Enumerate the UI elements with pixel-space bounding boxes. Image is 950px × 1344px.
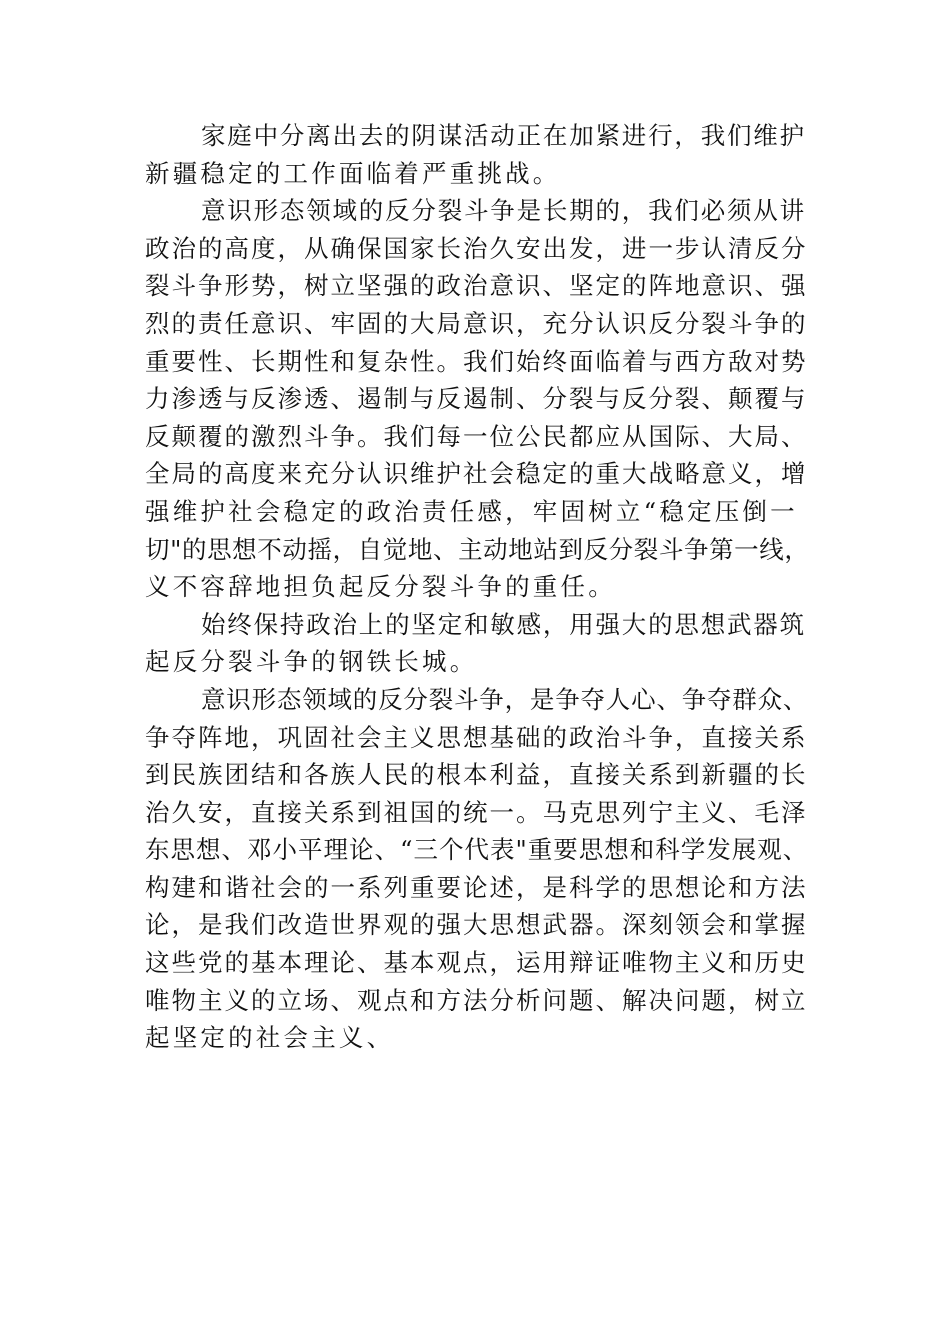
text-line: 起反分裂斗争的钢铁长城。 bbox=[145, 647, 478, 677]
text-line: 烈的责任意识、牢固的大局意识，充分认识反分裂斗争的 bbox=[145, 308, 808, 338]
text-line: 反颠覆的激烈斗争。我们每一位公民都应从国际、大局、 bbox=[145, 421, 808, 451]
text-line: 强维护社会稳定的政治责任感，牢固树立“稳定压倒一 bbox=[145, 496, 798, 526]
text-line: 到民族团结和各族人民的根本利益，直接关系到新疆的长 bbox=[145, 760, 808, 790]
text-line: 切"的思想不动摇，自觉地、主动地站到反分裂斗争第一线， bbox=[145, 534, 810, 564]
text-line: 争夺阵地，巩固社会主义思想基础的政治斗争，直接关系 bbox=[145, 722, 808, 752]
text-line: 新疆稳定的工作面临着严重挑战。 bbox=[145, 158, 561, 188]
body-text bbox=[145, 117, 810, 1057]
text-line: 始终保持政治上的坚定和敏感，用强大的思想武器筑 bbox=[201, 609, 806, 639]
text-line: 义不容辞地担负起反分裂斗争的重任。 bbox=[145, 572, 616, 602]
text-line: 重要性、长期性和复杂性。我们始终面临着与西方敌对势 bbox=[145, 346, 808, 376]
text-line: 意识形态领域的反分裂斗争，是争夺人心、争夺群众、 bbox=[201, 684, 809, 714]
text-line: 裂斗争形势，树立坚强的政治意识、坚定的阵地意识、强 bbox=[145, 271, 808, 301]
text-line: 这些党的基本理论、基本观点，运用辩证唯物主义和历史 bbox=[145, 948, 808, 978]
text-line: 论，是我们改造世界观的强大思想武器。深刻领会和掌握 bbox=[145, 910, 808, 940]
text-line: 唯物主义的立场、观点和方法分析问题、解决问题，树立 bbox=[145, 985, 808, 1015]
text-line: 政治的高度，从确保国家长治久安出发，进一步认清反分 bbox=[145, 233, 808, 263]
text-line: 全局的高度来充分认识维护社会稳定的重大战略意义，增 bbox=[145, 459, 808, 489]
text-line: 意识形态领域的反分裂斗争是长期的，我们必须从讲 bbox=[201, 196, 806, 226]
text-line: 起坚定的社会主义、 bbox=[145, 1023, 395, 1053]
text-line: 家庭中分离出去的阴谋活动正在加紧进行，我们维护 bbox=[201, 121, 806, 150]
text-line: 治久安，直接关系到祖国的统一。马克思列宁主义、毛泽 bbox=[145, 797, 808, 827]
text-line: 东思想、邓小平理论、“三个代表"重要思想和科学发展观、 bbox=[145, 835, 809, 865]
text-line: 构建和谐社会的一系列重要论述，是科学的思想论和方法 bbox=[145, 872, 808, 902]
text-line: 力渗透与反渗透、遏制与反遏制、分裂与反分裂、颠覆与 bbox=[145, 384, 808, 414]
